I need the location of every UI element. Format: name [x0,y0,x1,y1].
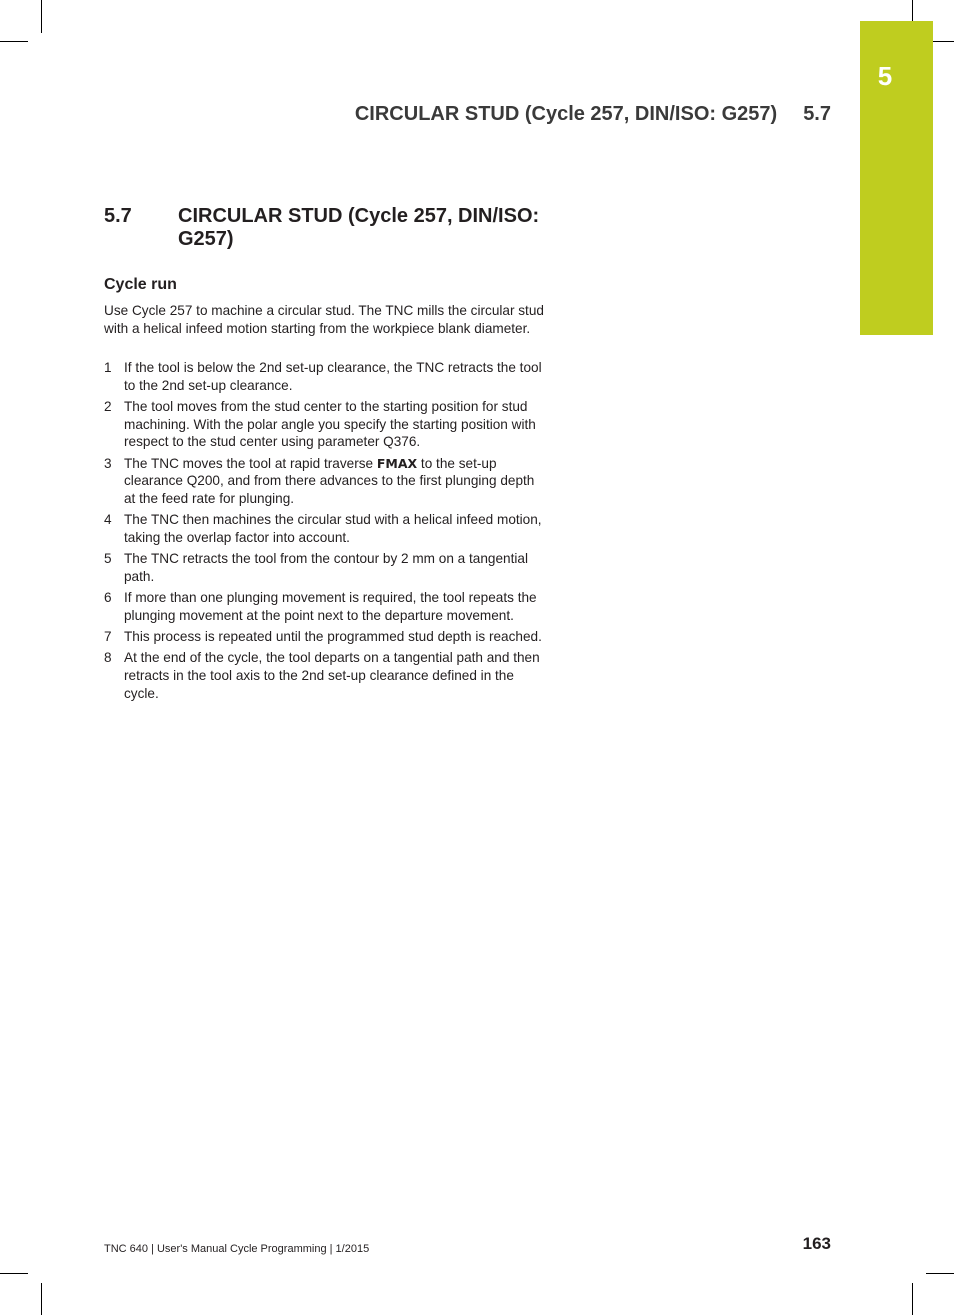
running-head [300,103,831,126]
intro-paragraph: Use Cycle 257 to machine a circular stud. The TNC mills the circular stud with a helical infeed motion starting from the workpiece blank diameter. [104,303,544,336]
crop-mark [0,41,28,42]
step-text: If more than one plunging movement is required, the tool repeats the plunging movement at the point next to the departure movement. [124,590,537,623]
list-item [104,359,549,394]
step-number: 7 [104,629,112,645]
step-number: 5 [104,551,112,567]
crop-mark [41,1283,42,1315]
section-title: CIRCULAR STUD (Cycle 257, DIN/ISO: G257) [178,205,540,250]
crop-mark [933,41,954,42]
step-text: The tool moves from the stud center to the starting position for stud machining. With the polar angle you specify the starting position with respect to the stud center using parameter Q376. [124,398,536,450]
step-number: 3 [104,455,112,471]
crop-mark [0,1273,28,1274]
page-number: 163 [802,1234,831,1253]
running-head-title: CIRCULAR STUD (Cycle 257, DIN/ISO: G257) [354,103,778,125]
step-number: 6 [104,590,112,606]
step-text: This process is repeated until the programmed stud depth is reached. [124,629,542,645]
list-item [104,455,549,508]
crop-mark [926,1273,954,1274]
list-item [104,511,549,546]
crop-mark [912,0,913,21]
step-number: 4 [104,512,112,528]
step-number: 8 [104,650,112,666]
footer-text: TNC 640 | User's Manual Cycle Programming | 1/2015 [104,1243,370,1255]
step-text: At the end of the cycle, the tool departs on a tangential path and then retracts in the tool axis to the 2nd set-up clearance defined in the cycle. [124,650,540,701]
crop-mark [41,0,42,33]
step-number: 2 [104,398,112,414]
subheading: Cycle run [104,276,177,293]
list-item [104,649,549,702]
list-item [104,589,549,624]
step-number: 1 [104,360,112,375]
step-list [104,359,549,706]
list-item [104,398,549,451]
step-text: The TNC then machines the circular stud with a helical infeed motion, taking the overlap factor into account. [124,512,542,545]
crop-mark [912,1283,913,1315]
list-item [104,550,549,585]
chapter-number: 5 [877,61,893,91]
chapter-tab [860,21,933,335]
step-text-before: The TNC moves the tool at rapid traverse [124,455,377,471]
step-text-after: to the set-up clearance Q200, and from there advances to the first plunging depth at the feed rate for plunging. [124,455,535,506]
running-head-number: 5.7 [803,103,831,125]
step-text: The TNC retracts the tool from the contour by 2 mm on a tangential path. [124,551,528,584]
code-fmax: FMAX [376,455,418,471]
list-item [104,628,549,646]
step-text: If the tool is below the 2nd set-up clearance, the TNC retracts the tool to the 2nd set-up clearance. [124,360,542,393]
section-number: 5.7 [104,205,132,227]
